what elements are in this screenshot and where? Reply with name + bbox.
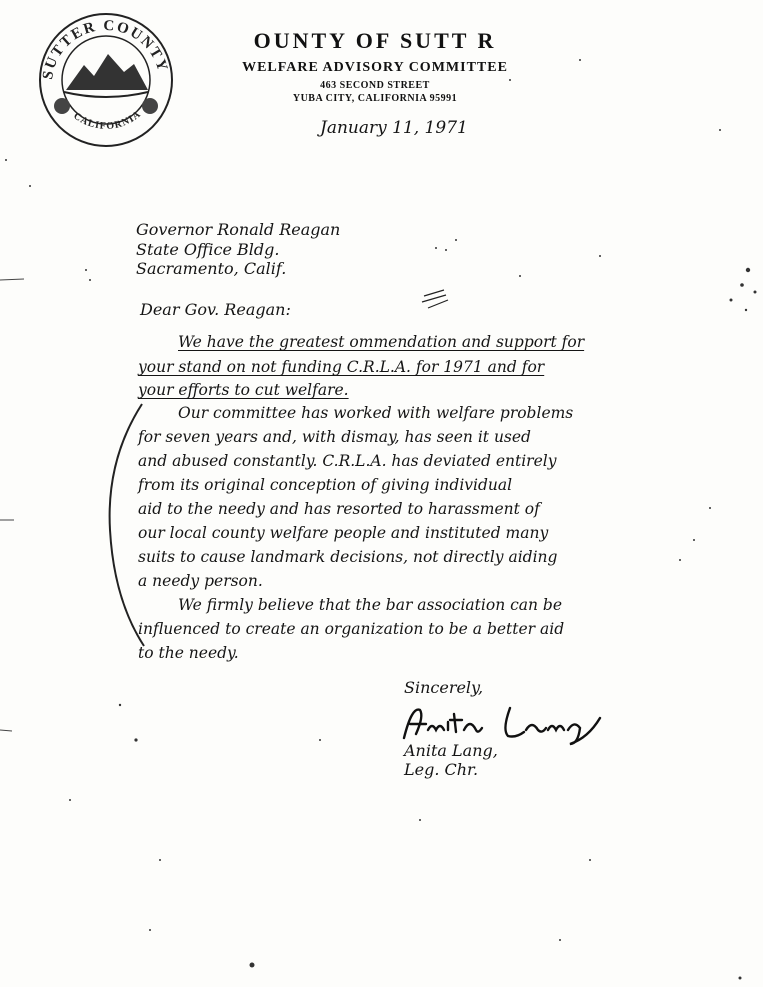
seal-text-top: SUTTER COUNTY [40, 17, 171, 81]
body-line: to the needy. [138, 644, 239, 662]
svg-text:CALIFORNIA [71, 109, 143, 132]
county-seal [36, 10, 176, 150]
seal-text-bottom: CALIFORNIA [71, 108, 144, 132]
letter-date: January 11, 1971 [320, 118, 468, 138]
body-line: and abused constantly. C.R.L.A. has deviated entirely [138, 452, 557, 470]
body-line: Our committee has worked with welfare problems [178, 404, 574, 422]
letterhead-city: YUBA CITY, CALIFORNIA 95991 [292, 93, 458, 104]
body-line: We firmly believe that the bar association can be [178, 596, 563, 614]
body-line: your stand on not funding C.R.L.A. for 1971 and for [138, 358, 545, 376]
letterhead-committee: WELFARE ADVISORY COMMITTEE [242, 60, 508, 75]
body-line: a needy person. [138, 572, 263, 590]
body-line: We have the greatest ommendation and support for [178, 333, 585, 351]
body-line: for seven years and, with dismay, has seen it used [138, 428, 531, 446]
salutation: Dear Gov. Reagan: [140, 300, 291, 319]
recipient-line-3: Sacramento, Calif. [136, 259, 287, 278]
closing: Sincerely, [404, 678, 484, 697]
body-line: aid to the needy and has resorted to harassment of [138, 500, 540, 518]
letterhead-county: OUNTY OF SUTT R [253, 28, 497, 53]
signer-title: Leg. Chr. [404, 760, 479, 779]
body-line: your efforts to cut welfare. [138, 381, 349, 399]
signer-name: Anita Lang, [404, 741, 498, 760]
body-line: influenced to create an organization to be a better aid [138, 620, 565, 638]
recipient-line-2: State Office Bldg. [136, 240, 280, 259]
margin-bracket [100, 400, 150, 650]
body-line: our local county welfare people and instituted many [138, 524, 549, 542]
letterhead-address: 463 SECOND STREET [320, 80, 430, 91]
body-line: suits to cause landmark decisions, not directly aiding [138, 548, 558, 566]
body-line: from its original conception of giving individual [138, 476, 513, 494]
recipient-line-1: Governor Ronald Reagan [136, 220, 341, 239]
